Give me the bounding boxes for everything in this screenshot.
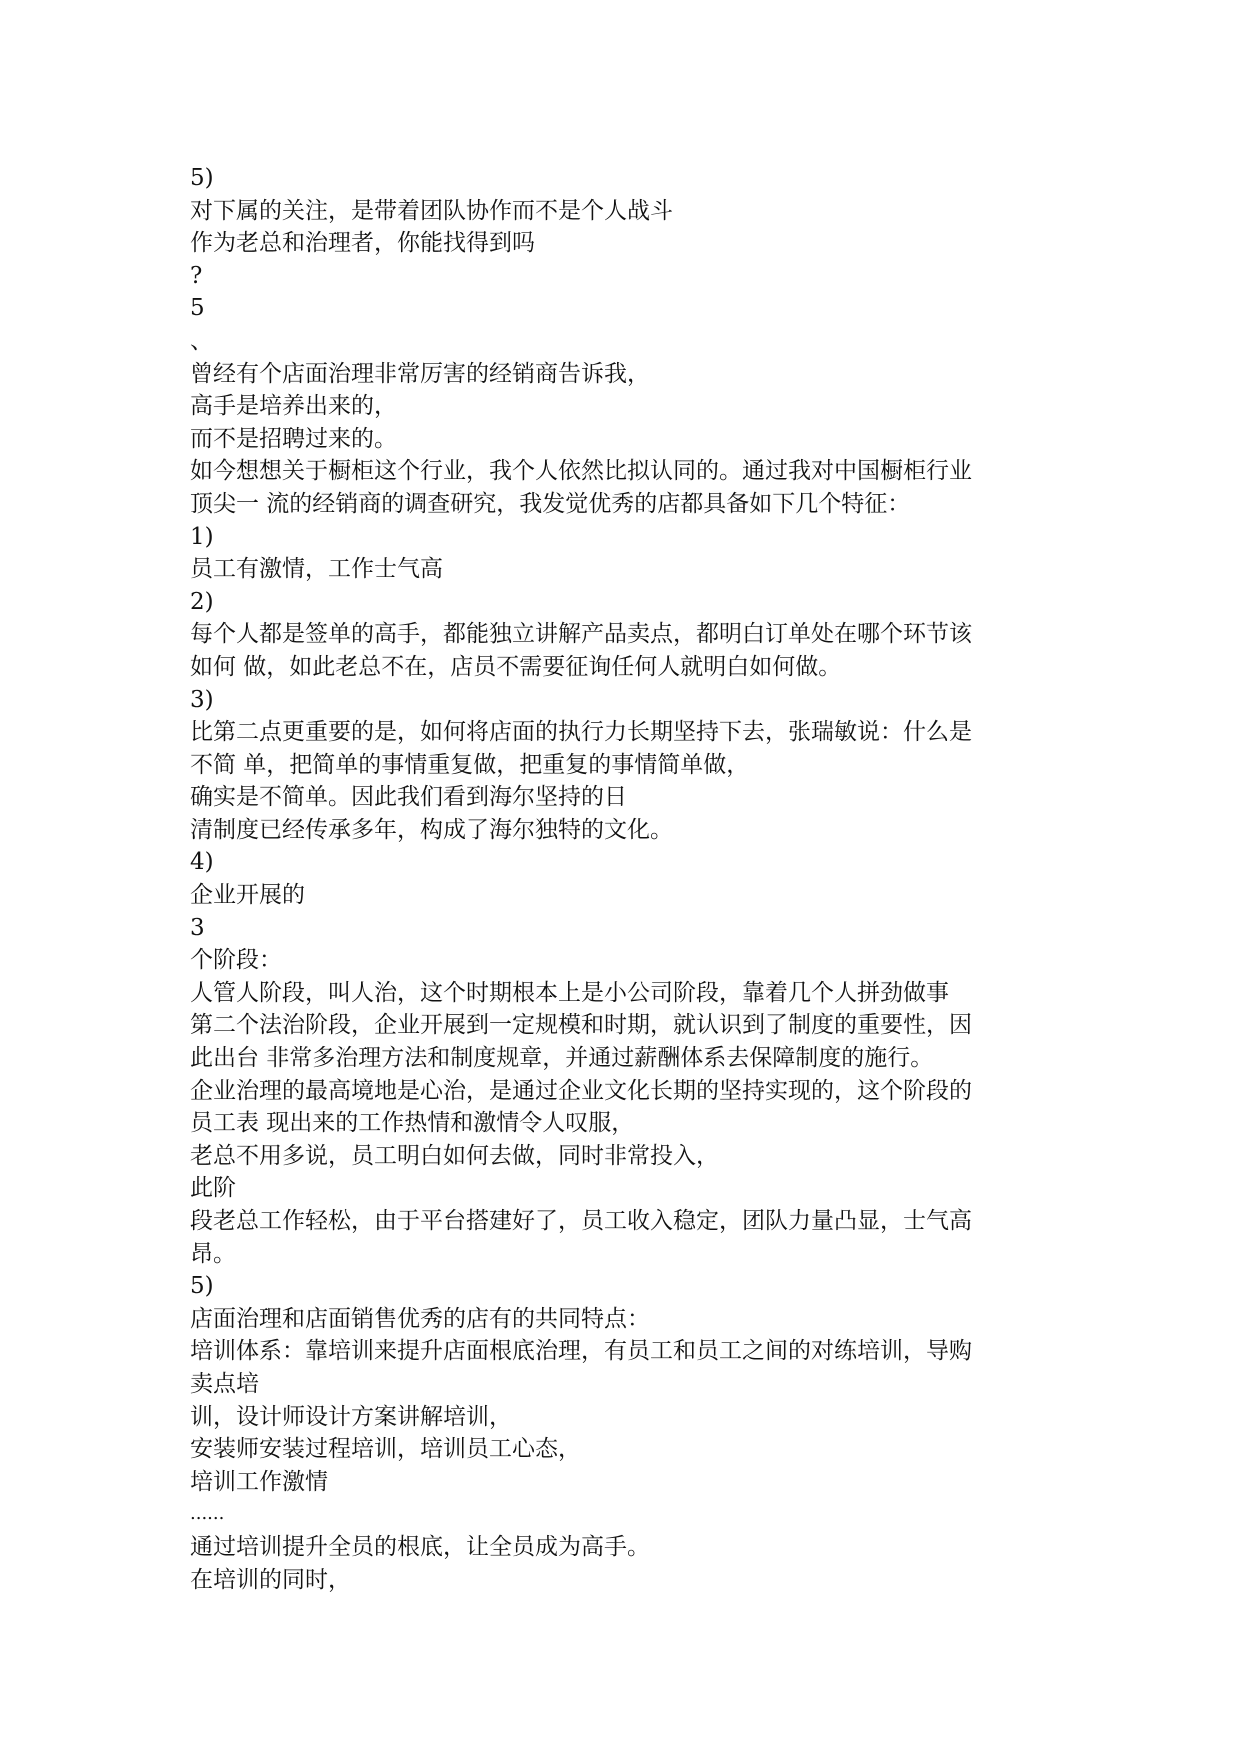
text-line: 5 [190, 295, 205, 322]
text-line: 曾经有个店面治理非常厉害的经销商告诉我， [190, 360, 650, 387]
text-line: 员工表 现出来的工作热情和激情令人叹服， [190, 1110, 635, 1137]
text-line: 4) [190, 849, 214, 876]
text-line: 通过培训提升全员的根底，让全员成为高手。 [190, 1533, 650, 1560]
text-line: 作为老总和治理者，你能找得到吗 [190, 230, 535, 257]
text-line: 此阶 [190, 1175, 236, 1202]
text-line: 训，设计师设计方案讲解培训， [190, 1403, 512, 1430]
text-line: 3) [190, 686, 214, 713]
ellipsis-line: ...... [190, 1503, 225, 1525]
text-line: ? [190, 262, 203, 289]
text-line: 不简 单，把简单的事情重复做，把重复的事情简单做， [190, 751, 750, 778]
text-line: 企业治理的最高境地是心治，是通过企业文化长期的坚持实现的，这个阶段的 [190, 1077, 972, 1104]
text-line: 昂。 [190, 1240, 236, 1267]
text-line: 段老总工作轻松，由于平台搭建好了，员工收入稳定，团队力量凸显，士气高 [190, 1208, 972, 1234]
text-line: 店面治理和店面销售优秀的店有的共同特点： [190, 1305, 650, 1332]
text-line: 卖点培 [190, 1370, 259, 1397]
text-line: 2) [190, 588, 214, 615]
text-line: 如今想想关于橱柜这个行业，我个人依然比拟认同的。通过我对中国橱柜行业 [190, 458, 972, 485]
text-line: 对下属的关注，是带着团队协作而不是个人战斗 [190, 197, 673, 224]
text-line: 个阶段： [190, 947, 282, 974]
text-line: 人管人阶段，叫人治，这个时期根本上是小公司阶段，靠着几个人拼劲做事 [190, 979, 949, 1006]
text-line: 5) [190, 165, 214, 191]
text-line: 在培训的同时， [190, 1566, 351, 1593]
text-line: 顶尖一 流的经销商的调查研究，我发觉优秀的店都具备如下几个特征： [190, 490, 911, 517]
text-line: 1) [190, 523, 214, 550]
text-line: 确实是不简单。因此我们看到海尔坚持的日 [190, 784, 627, 811]
text-line: 而不是招聘过来的。 [190, 425, 397, 452]
text-line: 3 [190, 914, 205, 941]
text-line: 培训体系：靠培训来提升店面根底治理，有员工和员工之间的对练培训，导购 [190, 1338, 972, 1365]
text-line: 如何 做，如此老总不在，店员不需要征询任何人就明白如何做。 [190, 653, 842, 680]
text-line: 员工有激情，工作士气高 [190, 556, 443, 583]
text-line: 第二个法治阶段，企业开展到一定规模和时期，就认识到了制度的重要性，因 [190, 1012, 972, 1039]
text-line: 培训工作激情 [190, 1468, 328, 1495]
text-line: 5) [190, 1273, 214, 1300]
text-line: 此出台 非常多治理方法和制度规章，并通过薪酬体系去保障制度的施行。 [190, 1045, 934, 1072]
document-body [190, 162, 1050, 1596]
text-line: 清制度已经传承多年，构成了海尔独特的文化。 [190, 816, 673, 843]
text-line: 高手是培养出来的， [190, 393, 397, 420]
text-line: 老总不用多说，员工明白如何去做，同时非常投入， [190, 1142, 719, 1169]
text-line: 企业开展的 [190, 882, 305, 909]
text-line: 、 [190, 327, 213, 354]
text-line: 每个人都是签单的高手，都能独立讲解产品卖点，都明白订单处在哪个环节该 [190, 621, 972, 648]
text-line: 比第二点更重要的是，如何将店面的执行力长期坚持下去，张瑞敏说：什么是 [190, 719, 972, 746]
text-line: 安装师安装过程培训，培训员工心态， [190, 1436, 581, 1463]
